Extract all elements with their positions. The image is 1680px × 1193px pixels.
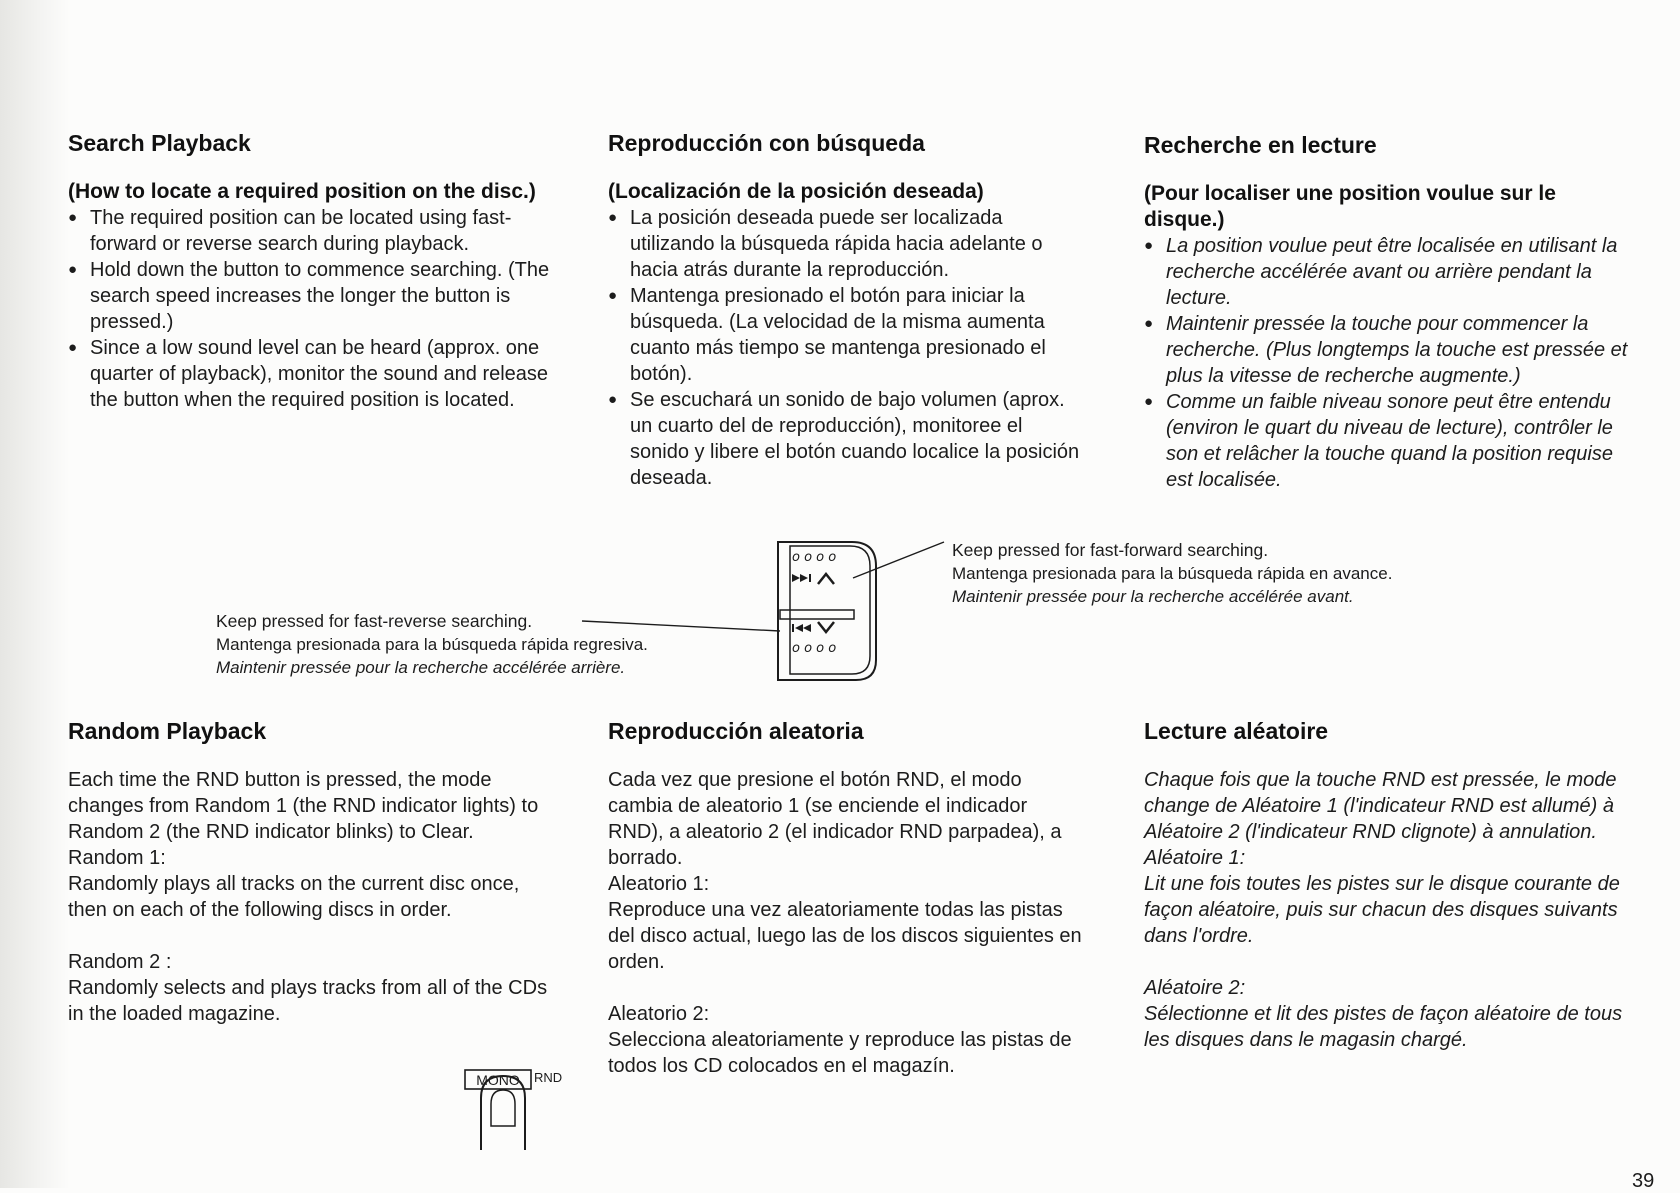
forward-callout-fr: Maintenir pressée pour la recherche accélérée avant.	[952, 587, 1354, 606]
list-item: ● Mantenga presionado el botón para iniciar la búsqueda. (La velocidad de la misma aumenta cuanto más tiempo se mantenga presionado el botón).	[608, 283, 1086, 387]
list-item: ● Maintenir pressée la touche pour commencer la recherche. (Plus longtemps la touche est pressée et plus la vitesse de recherche augmente.)	[1144, 311, 1630, 389]
section-title: Search Playback	[68, 130, 251, 156]
rnd-label: RND	[534, 1070, 563, 1085]
random2-text: Sélectionne et lit des pistes de façon aléatoire de tous les disques dans le magasin chargé.	[1144, 1003, 1623, 1051]
random2-text: Selecciona aleatoriamente y reproduce las pistas de todos los CD colocados en el magazín.	[608, 1029, 1072, 1077]
indicator-dots-bottom: o o o o	[792, 641, 837, 656]
indicator-dots-top: o o o o	[792, 550, 837, 565]
list-item: ● Comme un faible niveau sonore peut être entendu (environ le quart du niveau de lecture), contrôler le son et relâcher la touche quand la position requise est localisée.	[1144, 389, 1630, 493]
list-item: ● Since a low sound level can be heard (approx. one quarter of playback), monitor the sound and release the button when the required position is located.	[68, 335, 554, 413]
section-intro: Each time the RND button is pressed, the mode changes from Random 1 (the RND indicator lights) to Random 2 (the RND indicator blinks) to Clear.	[68, 769, 539, 843]
section-title: Lecture aléatoire	[1144, 718, 1329, 744]
mono-label: MONO	[476, 1072, 520, 1088]
random1-text: Lit une fois toutes les pistes sur le disque courante de façon aléatoire, puis sur chacun des disques suivants dans l'ordre.	[1144, 873, 1620, 947]
random1-label: Aleatorio 1:	[608, 873, 710, 895]
section-title: Random Playback	[68, 718, 267, 744]
list-item: ● Hold down the button to commence searching. (The search speed increases the longer the button is pressed.)	[68, 257, 554, 335]
random1-text: Reproduce una vez aleatoriamente todas las pistas del disco actual, luego las de los discos siguientes en orden.	[608, 899, 1082, 973]
list-item: ● La position voulue peut être localisée en utilisant la recherche accélérée avant ou arrière pendant la lecture.	[1144, 233, 1630, 311]
list-item: ● Se escuchará un sonido de bajo volumen (aprox. un cuarto del de reproducción), monitoree el sonido y libere el botón cuando localice la posición deseada.	[608, 387, 1086, 491]
fingernail-shape	[491, 1090, 515, 1126]
random2-label: Aléatoire 2:	[1144, 977, 1246, 999]
list-item: ● The required position can be located using fast-forward or reverse search during playback.	[68, 205, 554, 257]
section-title: Recherche en lecture	[1144, 132, 1377, 158]
section-subtitle: (Localización de la posición deseada)	[608, 180, 984, 203]
random1-label: Random 1:	[68, 847, 166, 869]
section-intro: Chaque fois que la touche RND est pressée, le mode change de Aléatoire 1 (l'indicateur RND est allumé) à Aléatoire 2 (l'indicateur RND clignote) à annulation.	[1144, 769, 1617, 843]
section-subtitle: (Pour localiser une position voulue sur le disque.)	[1144, 182, 1556, 231]
random1-text: Randomly plays all tracks on the current disc once, then on each of the following discs in order.	[68, 873, 520, 921]
random1-label: Aléatoire 1:	[1144, 847, 1246, 869]
reverse-callout-en: Keep pressed for fast-reverse searching.	[216, 611, 533, 631]
random2-label: Random 2 :	[68, 951, 172, 973]
section-title: Reproducción aleatoria	[608, 718, 864, 744]
page-number: 39	[1632, 1170, 1655, 1192]
random2-text: Randomly selects and plays tracks from all of the CDs in the loaded magazine.	[68, 977, 548, 1025]
forward-callout-es: Mantenga presionada para la búsqueda rápida en avance.	[952, 564, 1393, 583]
reverse-callout-fr: Maintenir pressée pour la recherche accélérée arrière.	[216, 658, 626, 677]
section-title: Reproducción con búsqueda	[608, 130, 925, 156]
list-item: ● La posición deseada puede ser localizada utilizando la búsqueda rápida hacia adelante o hacia atrás durante la reproducción.	[608, 205, 1086, 283]
section-subtitle: (How to locate a required position on the disc.)	[68, 180, 536, 203]
random2-label: Aleatorio 2:	[608, 1003, 710, 1025]
section-intro: Cada vez que presione el botón RND, el modo cambia de aleatorio 1 (se enciende el indicador RND), a aleatorio 2 (el indicador RND parpadea), a borrado.	[608, 769, 1062, 869]
forward-callout-en: Keep pressed for fast-forward searching.	[952, 540, 1269, 560]
reverse-callout-es: Mantenga presionada para la búsqueda rápida regresiva.	[216, 635, 648, 654]
